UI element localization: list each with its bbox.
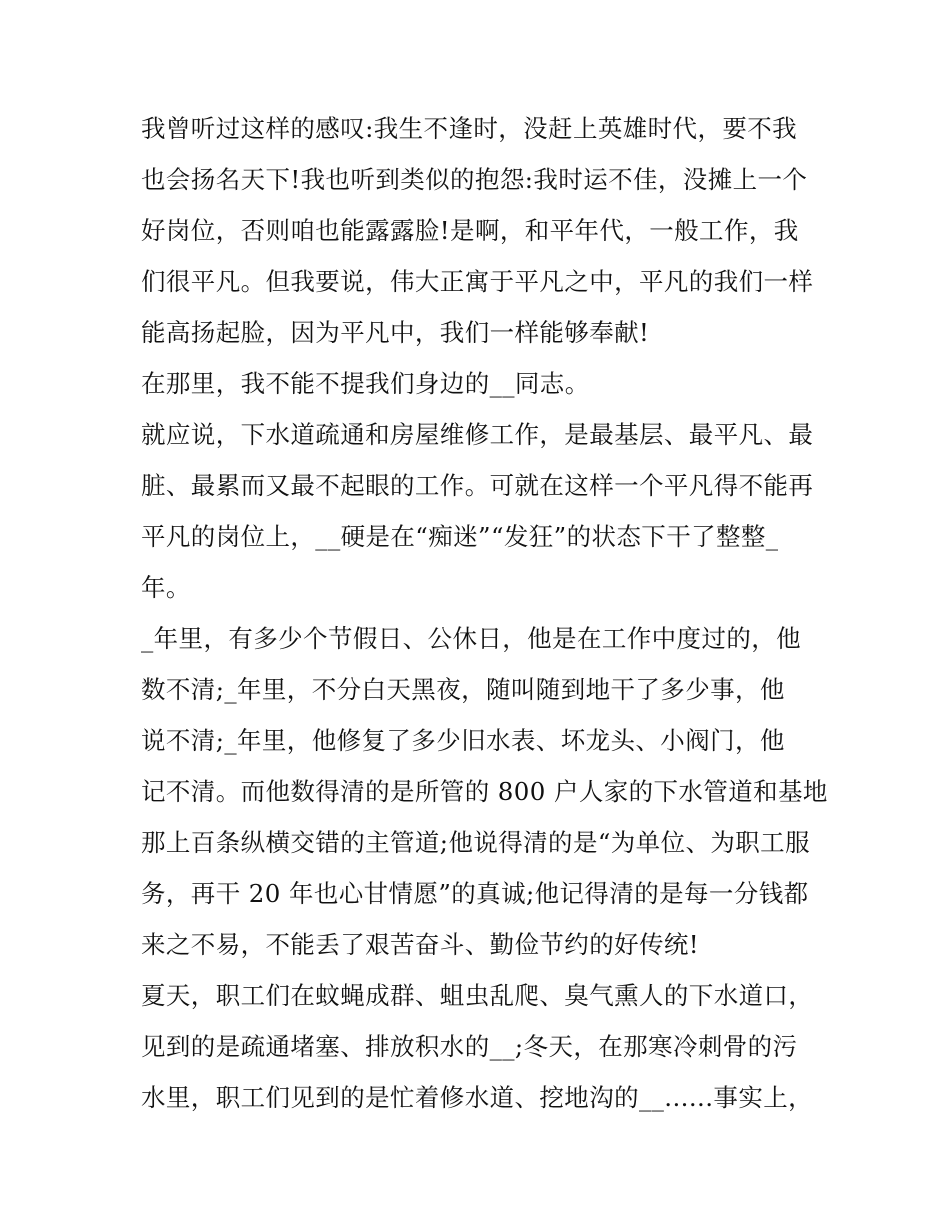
text-line-5: 能高扬起脸，因为平凡中，我们一样能够奉献! — [141, 318, 650, 347]
text-line-18: 夏天，职工们在蚊蝇成群、蛆虫乱爬、臭气熏人的下水道口， — [141, 981, 814, 1010]
text-line-16: 务，再干 20 年也心甘情愿”的真诚;他记得清的是每一分钱都 — [141, 879, 809, 908]
text-line-7: 就应说，下水道疏通和房屋维修工作，是最基层、最平凡、最 — [141, 420, 814, 449]
text-line-13: 说不清;_年里，他修复了多少旧水表、坏龙头、小阀门，他 — [141, 726, 785, 755]
text-line-11: _年里，有多少个节假日、公休日，他是在工作中度过的，他 — [141, 624, 802, 653]
text-line-12: 数不清;_年里，不分白天黑夜，随叫随到地干了多少事，他 — [141, 675, 785, 704]
text-line-1: 我曾听过这样的感叹:我生不逢时，没赶上英雄时代，要不我 — [141, 114, 798, 143]
text-line-14: 记不清。而他数得清的是所管的 800 户人家的下水管道和基地 — [141, 777, 828, 806]
text-line-19: 见到的是疏通堵塞、排放积水的__;冬天，在那寒冷刺骨的污 — [141, 1032, 798, 1061]
text-line-15: 那上百条纵横交错的主管道;他说得清的是“为单位、为职工服 — [141, 828, 810, 857]
text-line-2: 也会扬名天下!我也听到类似的抱怨:我时运不佳，没摊上一个 — [141, 165, 808, 194]
text-line-9: 平凡的岗位上，__硬是在“痴迷”“发狂”的状态下干了整整_ — [141, 522, 779, 551]
text-line-20: 水里，职工们见到的是忙着修水道、挖地沟的__......事实上， — [141, 1083, 814, 1112]
text-line-8: 脏、最累而又最不起眼的工作。可就在这样一个平凡得不能再 — [141, 471, 814, 500]
text-line-17: 来之不易，不能丢了艰苦奋斗、勤俭节约的好传统! — [141, 930, 700, 959]
text-line-10: 年。 — [141, 573, 191, 602]
document-body — [141, 103, 828, 1123]
text-line-6: 在那里，我不能不提我们身边的__同志。 — [141, 369, 590, 398]
text-line-3: 好岗位，否则咱也能露露脸!是啊，和平年代，一般工作，我 — [141, 216, 799, 245]
text-line-4: 们很平凡。但我要说，伟大正寓于平凡之中，平凡的我们一样 — [141, 267, 814, 296]
